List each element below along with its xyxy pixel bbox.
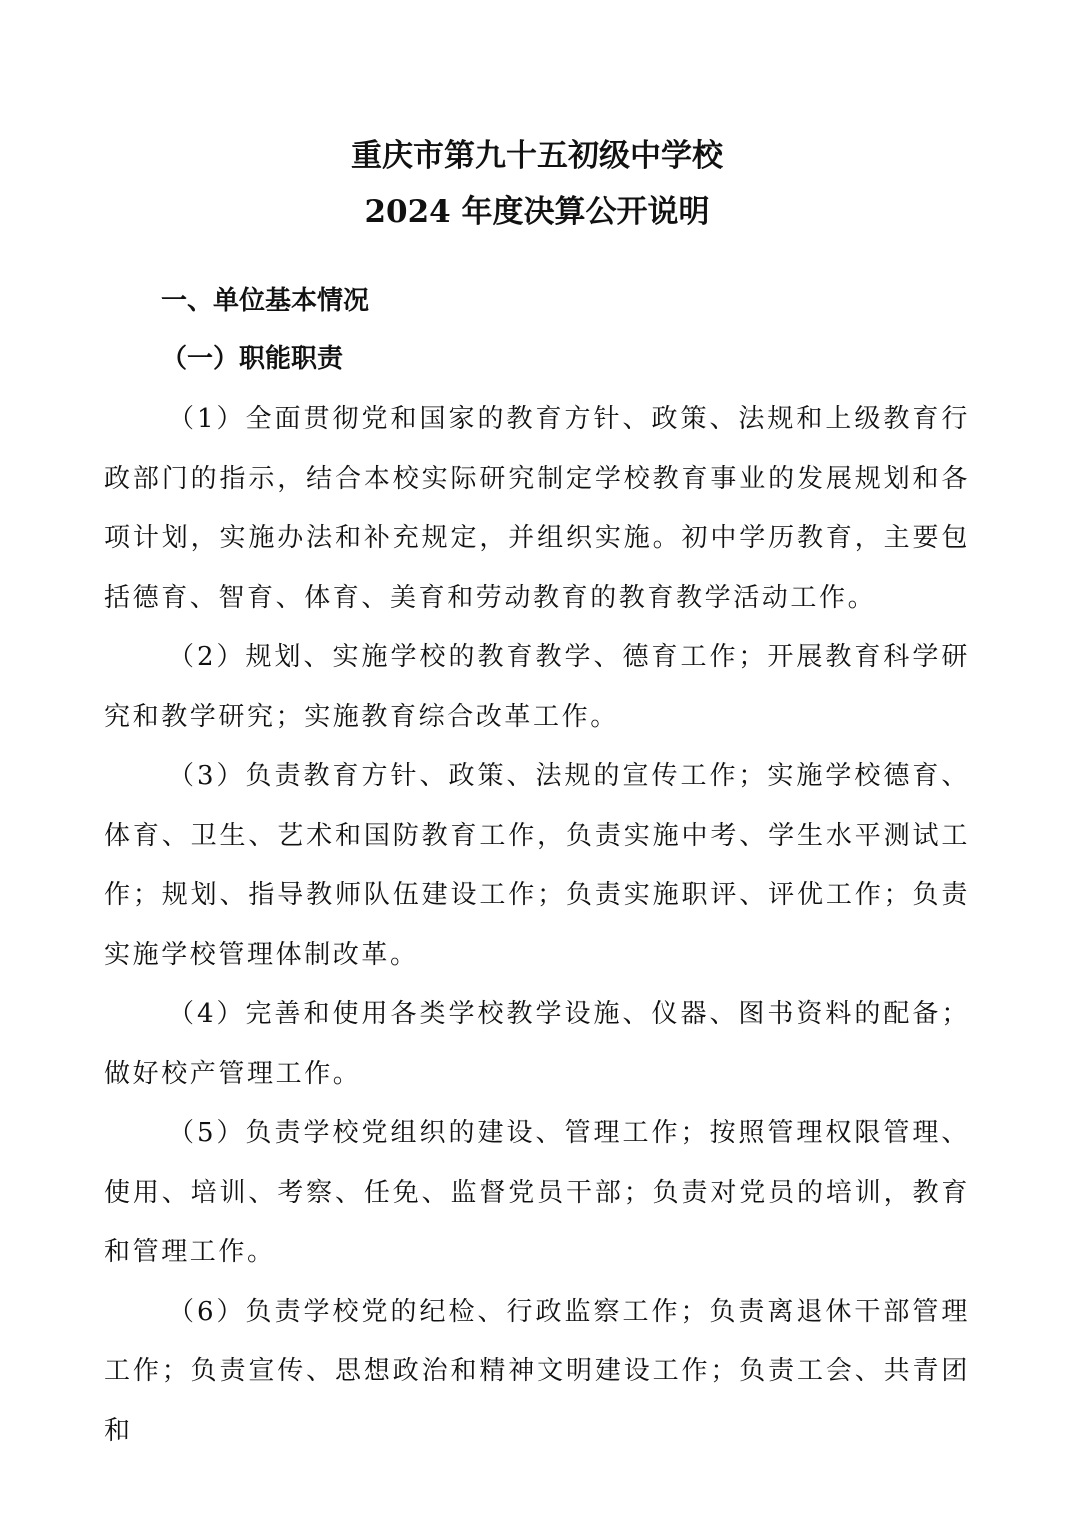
paragraph-duty-3: （3）负责教育方针、政策、法规的宣传工作；实施学校德育、体育、卫生、艺术和国防教育工作，负责实施中考、学生水平测试工作；规划、指导教师队伍建设工作；负责实施职评、评优工作；负责实施学校管理体制改革。 bbox=[104, 761, 970, 970]
paragraph-duty-4: （4）完善和使用各类学校教学设施、仪器、图书资料的配备；做好校产管理工作。 bbox=[104, 999, 970, 1089]
paragraph-duty-6: （6）负责学校党的纪检、行政监察工作；负责离退休干部管理工作；负责宣传、思想政治和精神文明建设工作；负责工会、共青团和 bbox=[104, 1296, 970, 1446]
section-heading-basic-info: 一、单位基本情况 bbox=[161, 286, 370, 316]
paragraph-duty-1: （1）全面贯彻党和国家的教育方针、政策、法规和上级教育行政部门的指示，结合本校实际研究制定学校教育事业的发展规划和各项计划，实施办法和补充规定，并组织实施。初中学历教育，主要包括德育、智育、体育、美育和劳动教育的教育教学活动工作。 bbox=[104, 404, 970, 613]
paragraph-duty-5: （5）负责学校党组织的建设、管理工作；按照管理权限管理、使用、培训、考察、任免、监督党员干部；负责对党员的培训，教育和管理工作。 bbox=[104, 1118, 970, 1267]
title-line-report-name: 2024 年度决算公开说明 bbox=[364, 194, 710, 230]
paragraph-duty-2: （2）规划、实施学校的教育教学、德育工作；开展教育科学研究和教学研究；实施教育综合改革工作。 bbox=[104, 642, 970, 732]
document-body bbox=[104, 272, 970, 1461]
document-title bbox=[0, 128, 1074, 240]
title-line-school-name: 重庆市第九十五初级中学校 bbox=[351, 138, 723, 174]
subsection-heading-duties: （一）职能职责 bbox=[161, 344, 344, 374]
